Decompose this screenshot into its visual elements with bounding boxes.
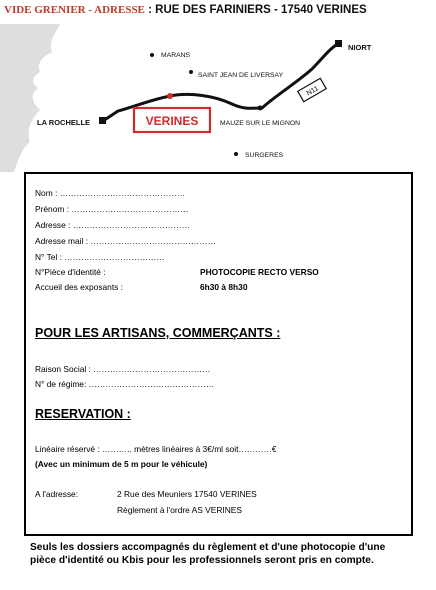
field-email[interactable]: Adresse mail : ………………………………………	[35, 236, 217, 246]
id-value: PHOTOCOPIE RECTO VERSO	[200, 267, 319, 277]
header-prefix: VIDE GRENIER - ADRESSE	[4, 4, 145, 16]
saint-jean-dot	[189, 70, 193, 74]
verines-dot	[167, 93, 173, 99]
la-rochelle-marker	[99, 117, 106, 124]
reservation-title: RESERVATION :	[35, 407, 131, 421]
registration-form	[24, 172, 413, 536]
footer-note: Seuls les dossiers accompagnés du règlement et d'une photocopie d'une pièce d'identité ou Kbis pour les professionnels seront pris en compte.	[30, 542, 386, 566]
field-raison-social[interactable]: Raison Social : ……………………………………	[35, 364, 211, 374]
field-adresse[interactable]: Adresse : ……………………………………	[35, 220, 190, 230]
svg-text:N11: N11	[305, 85, 320, 98]
welcome-label: Accueil des exposants :	[35, 282, 123, 292]
coastline	[0, 24, 60, 172]
label-niort: NIORT	[348, 43, 372, 52]
surgeres-dot	[234, 152, 238, 156]
payment-note: Règlement à l'ordre AS VERINES	[117, 505, 242, 515]
id-label: N°Pièce d'identité :	[35, 267, 106, 277]
field-lineaire[interactable]: Linéaire réservé : ……….. mètres linéaires à 3€/ml soit…………€	[35, 444, 277, 454]
address-label: A l'adresse:	[35, 489, 79, 499]
niort-marker	[335, 40, 342, 47]
mauze-dot	[258, 106, 263, 111]
header-address: RUE DES FARINIERS - 17540 VERINES	[155, 4, 367, 16]
label-marans: MARANS	[161, 52, 191, 59]
label-surgeres: SURGERES	[245, 152, 284, 159]
minimum-note: (Avec un minimum de 5 m pour le véhicule)	[35, 459, 208, 469]
field-tel[interactable]: N° Tel : ………………………………	[35, 252, 165, 262]
label-verines: VERINES	[145, 114, 199, 128]
welcome-value: 6h30 à 8h30	[200, 282, 248, 292]
page-header	[0, 0, 436, 26]
field-regime[interactable]: N° de régime: ………………………………………	[35, 379, 215, 389]
marans-dot	[150, 53, 154, 57]
label-la-rochelle: LA ROCHELLE	[37, 118, 91, 127]
n11-badge	[298, 78, 327, 101]
map-graphic	[0, 24, 436, 172]
address-value: 2 Rue des Meuniers 17540 VERINES	[117, 489, 257, 499]
label-mauze: MAUZE SUR LE MIGNON	[220, 120, 301, 127]
field-prenom[interactable]: Prénom : ……………………………………	[35, 204, 189, 214]
location-map	[0, 24, 436, 172]
field-nom[interactable]: Nom : ………………………………………	[35, 188, 186, 198]
header-separator: :	[144, 4, 156, 16]
label-saint-jean: SAINT JEAN DE LIVERSAY	[198, 72, 284, 79]
artisans-title: POUR LES ARTISANS, COMMERÇANTS :	[35, 326, 281, 340]
